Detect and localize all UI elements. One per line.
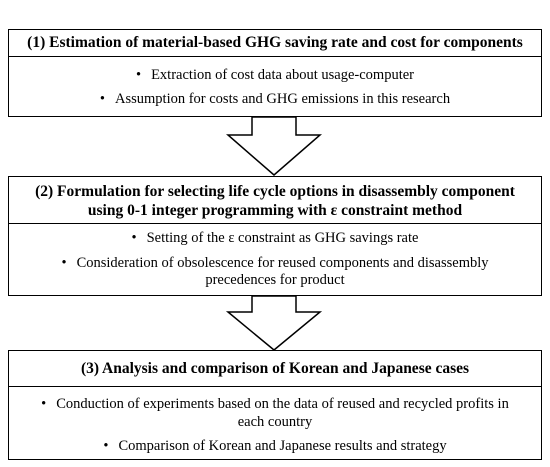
step-2-box	[8, 176, 542, 296]
down-arrow-1	[0, 117, 550, 177]
bullet-glyph: •	[103, 438, 109, 454]
step-2-bullet-2-cont: precedences for product	[205, 272, 345, 288]
bullet-glyph: •	[99, 91, 105, 107]
step-3-bullet-1-cont: each country	[237, 414, 313, 430]
step-2-title	[9, 177, 541, 224]
bullet-glyph: •	[61, 255, 67, 271]
step-2-title-line-2: using 0-1 integer programming with ε constraint method	[87, 202, 463, 219]
step-2-bullet-1: • Setting of the ε constraint as GHG savings rate	[131, 230, 419, 246]
bullet-glyph: •	[131, 230, 137, 246]
bullet-glyph: •	[41, 396, 47, 412]
bullet-glyph: •	[136, 67, 142, 83]
step-2-bullet-2: • Consideration of obsolescence for reused components and disassembly	[61, 255, 489, 271]
step-3-title: (3) Analysis and comparison of Korean and Japanese cases	[9, 351, 541, 387]
step-1-bullet-1: • Extraction of cost data about usage-computer	[136, 67, 414, 83]
step-2-title-line-1: (2) Formulation for selecting life cycle options in disassembly component	[35, 183, 515, 200]
step-3-bullet-2: • Comparison of Korean and Japanese results and strategy	[103, 438, 447, 454]
step-1-bullet-2: • Assumption for costs and GHG emissions in this research	[99, 91, 451, 107]
step-1-title: (1) Estimation of material-based GHG saving rate and cost for components	[9, 30, 541, 57]
step-3-box	[8, 350, 542, 460]
down-arrow-2	[0, 296, 550, 352]
step-3-bullet-1: • Conduction of experiments based on the data of reused and recycled profits in	[41, 396, 509, 412]
step-1-box	[8, 29, 542, 117]
